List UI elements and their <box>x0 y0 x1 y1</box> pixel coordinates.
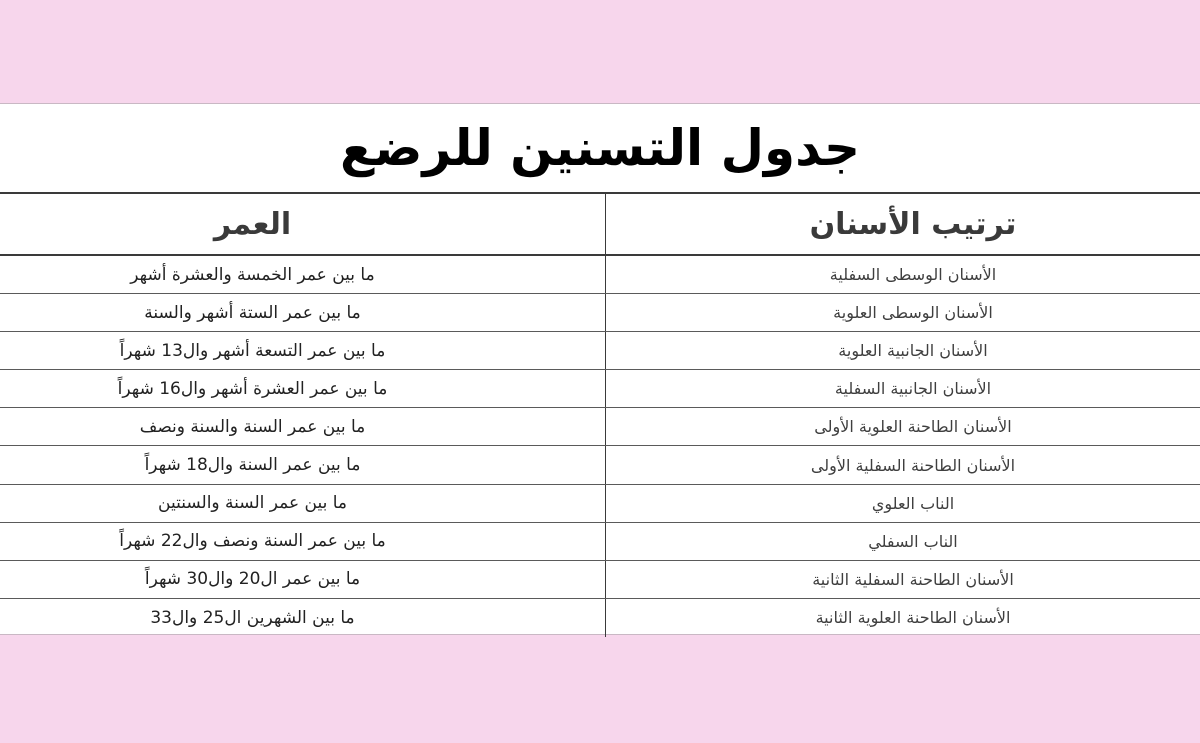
teething-table <box>0 192 1200 635</box>
cell-age: ما بين عمر الخمسة والعشرة أشهر <box>130 264 375 285</box>
table-row <box>0 599 1200 637</box>
cell-age: ما بين عمر السنة والسنتين <box>158 493 347 514</box>
page-title: جدول التسنين للرضع <box>340 119 860 177</box>
cell-teeth-order: الناب السفلي <box>605 523 1200 560</box>
table-row <box>0 485 1200 523</box>
cell-age: ما بين عمر العشرة أشهر وال16 شهراً <box>117 378 388 399</box>
table-row <box>0 523 1200 561</box>
cell-age: ما بين عمر السنة وال18 شهراً <box>144 455 361 476</box>
table-row <box>0 370 1200 408</box>
table-row <box>0 256 1200 294</box>
cell-teeth-order: الأسنان الطاحنة العلوية الأولى <box>605 408 1200 445</box>
table-row <box>0 294 1200 332</box>
table-row <box>0 561 1200 599</box>
cell-teeth-order: الأسنان الجانبية العلوية <box>605 332 1200 369</box>
cell-age: ما بين عمر السنة ونصف وال22 شهراً <box>119 531 386 552</box>
cell-teeth-order: الأسنان الوسطى السفلية <box>605 256 1200 293</box>
table-row <box>0 332 1200 370</box>
document-sheet <box>0 103 1200 635</box>
table-row <box>0 446 1200 484</box>
cell-age: ما بين الشهرين ال25 وال33 <box>150 607 355 628</box>
cell-teeth-order: الناب العلوي <box>605 485 1200 522</box>
cell-age: ما بين عمر ال20 وال30 شهراً <box>144 569 361 590</box>
cell-teeth-order: الأسنان الجانبية السفلية <box>605 370 1200 407</box>
cell-age: ما بين عمر التسعة أشهر وال13 شهراً <box>119 340 386 361</box>
cell-teeth-order: الأسنان الطاحنة السفلية الثانية <box>605 561 1200 598</box>
cell-teeth-order: الأسنان الطاحنة السفلية الأولى <box>605 446 1200 483</box>
column-header-order: ترتيب الأسنان <box>605 194 1200 254</box>
cell-age: ما بين عمر الستة أشهر والسنة <box>144 302 361 323</box>
cell-teeth-order: الأسنان الوسطى العلوية <box>605 294 1200 331</box>
table-row <box>0 408 1200 446</box>
cell-teeth-order: الأسنان الطاحنة العلوية الثانية <box>605 599 1200 637</box>
cell-age: ما بين عمر السنة والسنة ونصف <box>139 416 366 437</box>
table-header-row <box>0 194 1200 256</box>
column-header-age: العمر <box>213 206 292 242</box>
